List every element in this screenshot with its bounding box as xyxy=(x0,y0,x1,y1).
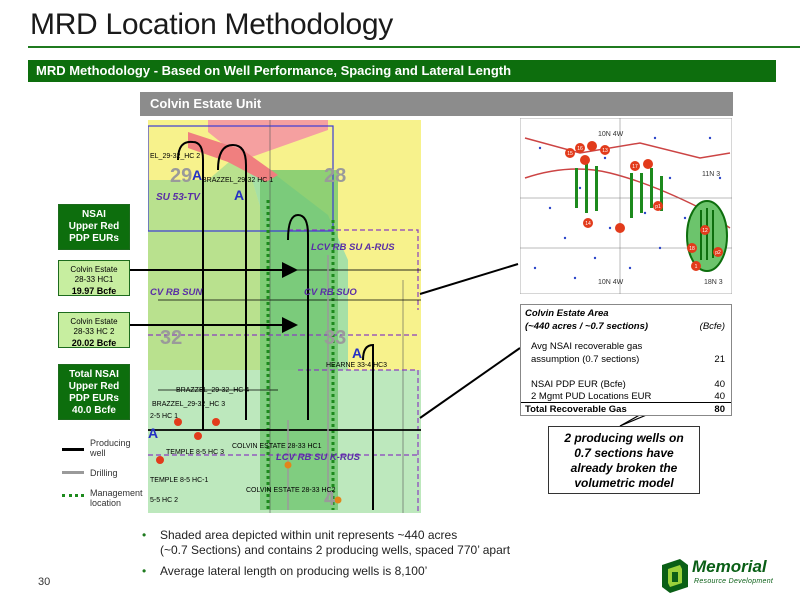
svg-text:18N 3: 18N 3 xyxy=(704,279,723,286)
legend-producing-label: Producing well xyxy=(90,438,131,458)
table-row: assumption (0.7 sections) 21 xyxy=(531,354,725,365)
well-label: 5-5 HC 2 xyxy=(150,497,179,504)
volumetric-callout: 2 producing wells on 0.7 sections have already broken the volumetric model xyxy=(548,426,700,494)
section-28: 28 xyxy=(324,165,347,187)
svg-text:10N 4W: 10N 4W xyxy=(598,279,624,286)
svg-text:p1: p1 xyxy=(655,204,661,210)
table-row: Avg NSAI recoverable gas xyxy=(531,341,643,352)
svg-text:18: 18 xyxy=(689,246,695,252)
svg-text:17: 17 xyxy=(632,164,638,170)
unit-label-cv-suo: CV RB SUO xyxy=(304,287,357,298)
marker-a: A xyxy=(148,425,159,441)
legend-drilling-label: Drilling xyxy=(90,468,118,478)
unit-label-lcv-a: LCV RB SU A-RUS xyxy=(311,242,395,253)
bullet-list xyxy=(142,528,510,583)
svg-text:12: 12 xyxy=(702,228,708,234)
section-29: 29 xyxy=(170,165,193,187)
well-label: TEMPLE 8-5 HC 3 xyxy=(166,449,224,456)
unit-header: Colvin Estate Unit xyxy=(140,92,733,116)
well-eur-box-1: Colvin Estate 28-33 HC1 19.97 Bcfe xyxy=(58,260,130,296)
table-title: Colvin Estate Area xyxy=(525,308,609,319)
table-total-row: Total Recoverable Gas 80 xyxy=(525,404,725,415)
section-4: 4 xyxy=(324,488,336,510)
legend-drilling-swatch xyxy=(62,471,84,474)
nsai-header-box: NSAI Upper Red PDP EURs xyxy=(58,204,130,250)
well-label: COLVIN ESTATE 28-33 HC1 xyxy=(232,443,322,450)
well-label: BRAZZEL_29-32_HC 3 xyxy=(152,401,226,408)
logo-mark-icon xyxy=(658,557,692,593)
svg-text:14: 14 xyxy=(585,221,591,227)
svg-text:11N 3: 11N 3 xyxy=(702,171,721,178)
svg-text:13: 13 xyxy=(602,148,608,154)
table-subtitle-row: (~440 acres / ~0.7 sections) (Bcfe) xyxy=(525,321,725,332)
marker-a: A xyxy=(234,187,245,203)
legend-management-label: Management location xyxy=(90,488,143,508)
well-label: 2-5 HC 1 xyxy=(150,413,179,420)
marker-a: A xyxy=(352,345,363,361)
svg-text:10N 4W: 10N 4W xyxy=(598,131,624,138)
memorial-logo: Memorial Resource Development xyxy=(658,555,788,595)
unit-label-cv-sun: CV RB SUN xyxy=(150,287,203,298)
inset-area-map xyxy=(520,118,732,294)
well-eur-box-2: Colvin Estate 28-33 HC 2 20.02 Bcfe xyxy=(58,312,130,348)
well-label: BRAZZEL_29-32_HC 4 xyxy=(176,387,250,394)
colvin-area-table xyxy=(520,304,732,416)
table-row: 2 Mgmt PUD Locations EUR 40 xyxy=(531,391,725,402)
page-number: 30 xyxy=(38,576,51,588)
section-33: 33 xyxy=(324,327,347,349)
page-title: MRD Location Methodology xyxy=(30,8,393,41)
well-label: HEARNE 33-4 HC3 xyxy=(326,362,388,369)
unit-label-lcv-k: LCV RB SU K-RUS xyxy=(276,452,360,463)
section-32: 32 xyxy=(160,327,183,349)
well-label: BRAZZEL_29-32 HC 1 xyxy=(202,177,274,184)
table-row: NSAI PDP EUR (Bcfe) 40 xyxy=(531,379,725,390)
well-label: TEMPLE 8-5 HC-1 xyxy=(150,477,209,484)
svg-text:p2: p2 xyxy=(715,250,721,256)
bullet-item: • Shaded area depicted within unit represents ~440 acres (~0.7 Sections) and contains 2 producing wells, spaced 770’ apart xyxy=(142,528,511,557)
svg-text:15: 15 xyxy=(567,151,573,157)
well-label: COLVIN ESTATE 28-33 HC2 xyxy=(246,487,336,494)
svg-text:16: 16 xyxy=(577,146,583,152)
legend-management-swatch xyxy=(62,494,84,497)
well-label: EL_29-32_HC 2 xyxy=(150,153,201,160)
marker-a: A xyxy=(192,167,203,183)
svg-text:1: 1 xyxy=(694,264,698,270)
bullet-item: • Average lateral length on producing wells is 8,100’ xyxy=(142,564,428,578)
legend-producing-swatch xyxy=(62,448,84,451)
methodology-banner: MRD Methodology - Based on Well Performance, Spacing and Lateral Length xyxy=(28,60,776,82)
total-eur-box: Total NSAI Upper Red PDP EURs 40.0 Bcfe xyxy=(58,364,130,420)
unit-label-su53tv: SU 53-TV xyxy=(156,192,200,203)
